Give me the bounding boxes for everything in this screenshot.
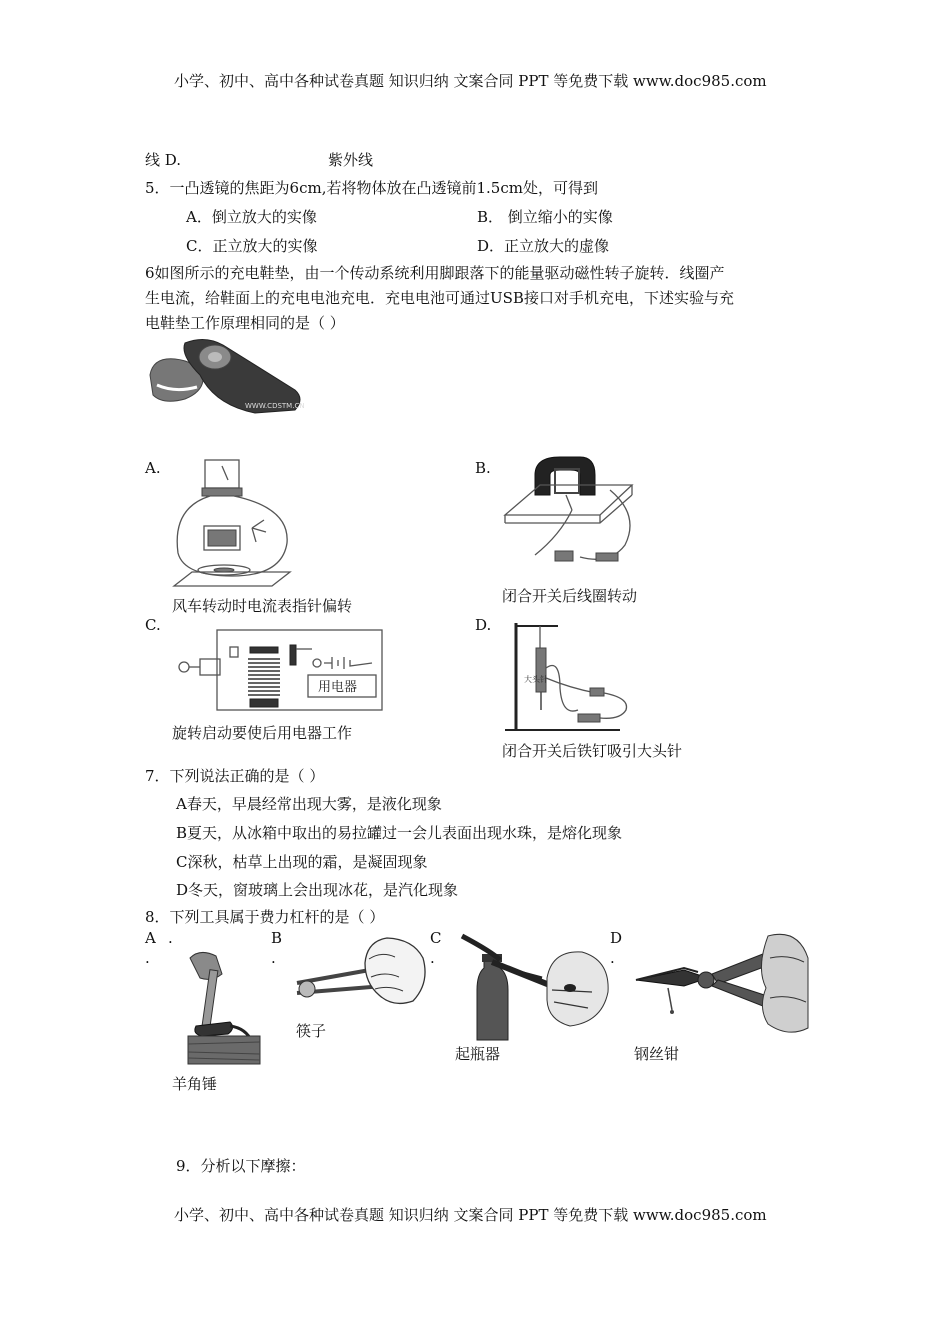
q5-option-a: A．倒立放大的实像 (186, 208, 317, 226)
claw-hammer-image (182, 948, 262, 1068)
q7-option-a: A春天，早晨经常出现大雾，是液化现象 (176, 795, 442, 813)
q6-stem-line3: 电鞋垫工作原理相同的是（ ） (145, 314, 345, 332)
q8-option-a-caption: 羊角锤 (172, 1075, 218, 1093)
appliance-label: 用电器 (318, 680, 358, 695)
q7-option-b: B夏天，从冰箱中取出的易拉罐过一会儿表面出现水珠，是熔化现象 (176, 824, 623, 842)
q6-option-b-caption: 闭合开关后线圈转动 (502, 587, 638, 605)
chopsticks-image (295, 933, 430, 1013)
relay-circuit-image (172, 625, 387, 720)
q8-stem: 8．下列工具属于费力杠杆的是（ ） (145, 908, 385, 926)
q8-option-a-dot: . (168, 929, 173, 947)
page-header: 小学、初中、高中各种试卷真题 知识归纳 文案合同 PPT 等免费下载 www.doc985.com (174, 72, 767, 90)
q5-option-b: B． 倒立缩小的实像 (477, 208, 613, 226)
q6-option-d-label: D. (475, 616, 492, 634)
q6-option-c-caption: 旋转启动要使后用电器工作 (172, 724, 353, 742)
q8-option-b-caption: 筷子 (296, 1022, 327, 1040)
windmill-galvanometer-image (172, 458, 292, 593)
q8-option-b-label: B (271, 929, 283, 947)
q5-option-c: C．正立放大的实像 (186, 237, 318, 255)
pin-label: 大头针 (524, 675, 548, 684)
q4-option-d: 紫外线 (328, 151, 374, 169)
q8-option-c-dot: . (430, 949, 435, 967)
q8-option-b-dot: . (271, 949, 276, 967)
q4-tail-prefix: 线 D. (145, 151, 182, 169)
q9-stem: 9．分析以下摩擦： (176, 1157, 306, 1175)
q8-option-c-caption: 起瓶器 (455, 1045, 501, 1063)
q8-option-d-caption: 钢丝钳 (634, 1045, 680, 1063)
q6-option-a-caption: 风车转动时电流表指针偏转 (172, 597, 353, 615)
q6-option-a-label: A. (145, 459, 161, 477)
magnet-coil-motor-image (500, 455, 640, 580)
wire-pliers-image (628, 928, 810, 1038)
q6-option-d-caption: 闭合开关后铁钉吸引大头针 (502, 742, 683, 760)
q6-option-c-label: C. (145, 616, 161, 634)
q7-option-c: C深秋，枯草上出现的霜，是凝固现象 (176, 853, 428, 871)
q6-option-b-label: B. (475, 459, 491, 477)
q6-stem-line1: 6如图所示的充电鞋垫，由一个传动系统利用脚跟落下的能量驱动磁性转子旋转．线圈产 (145, 264, 725, 282)
page-footer: 小学、初中、高中各种试卷真题 知识归纳 文案合同 PPT 等免费下载 www.doc985.com (174, 1206, 767, 1224)
q5-option-d: D．正立放大的虚像 (477, 237, 610, 255)
charging-insole-image (145, 335, 310, 415)
q8-option-d-dot: . (610, 949, 615, 967)
q6-stem-line2: 生电流，给鞋面上的充电电池充电．充电电池可通过USB接口对手机充电，下述实验与充 (145, 289, 734, 307)
q5-stem: 5．一凸透镜的焦距为6cm,若将物体放在凸透镜前1.5cm处，可得到 (145, 179, 598, 197)
bottle-opener-image (452, 930, 610, 1040)
electromagnet-nail-image (500, 618, 640, 736)
q8-option-c-label: C (430, 929, 442, 947)
q8-option-a-dot2: . (145, 949, 150, 967)
q8-option-d-label: D (610, 929, 623, 947)
q7-stem: 7．下列说法正确的是（ ） (145, 767, 325, 785)
insole-watermark: WWW.CDSTM.CN (245, 402, 305, 410)
q8-option-a-label: A (145, 929, 156, 947)
q7-option-d: D冬天，窗玻璃上会出现冰花，是汽化现象 (176, 881, 459, 899)
